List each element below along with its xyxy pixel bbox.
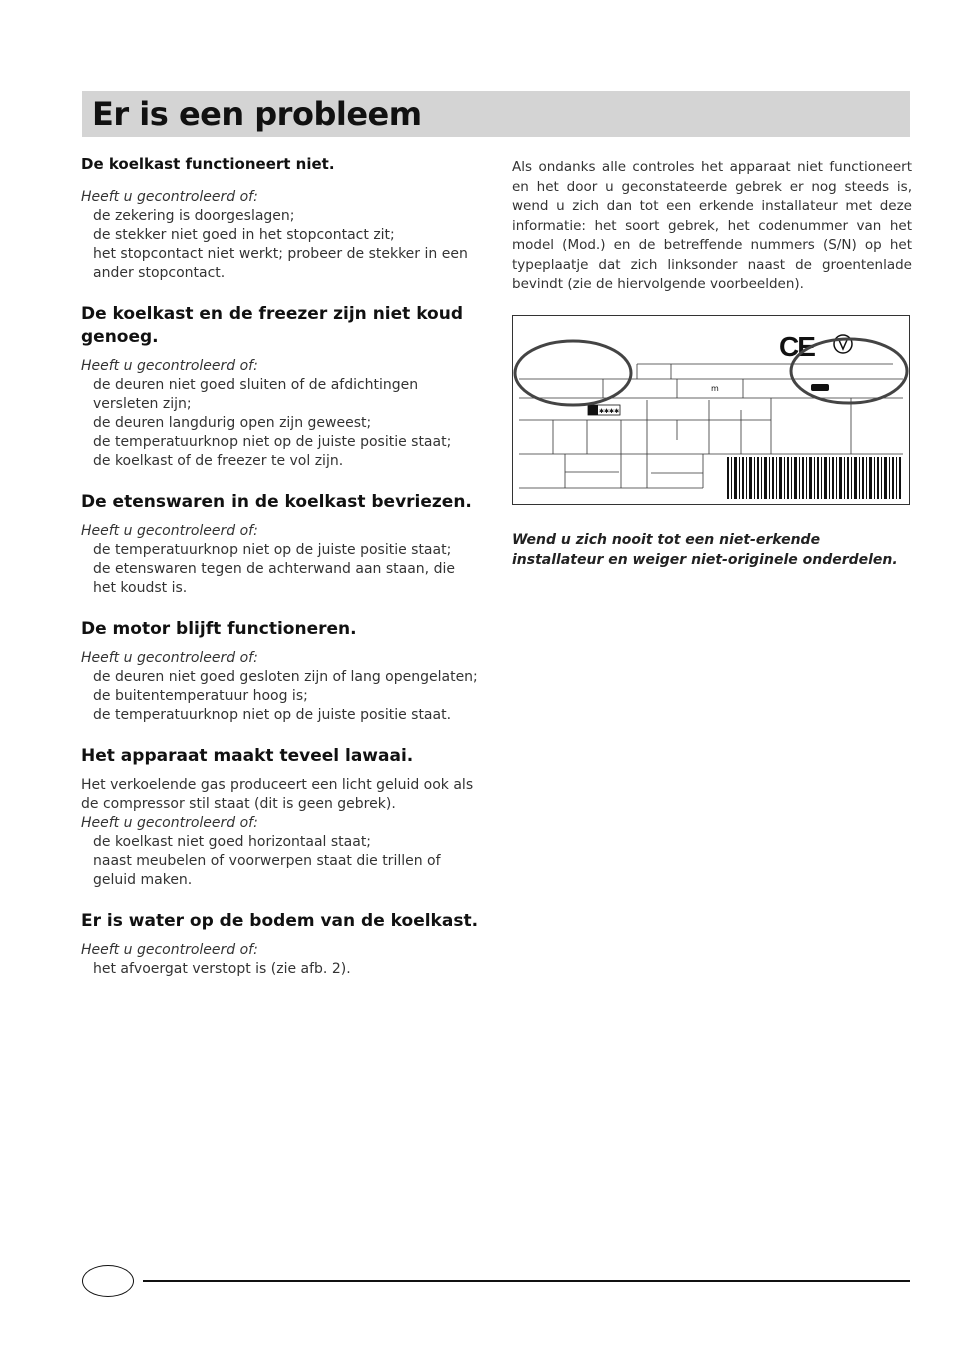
section-not-cold [81,303,481,471]
check-item: het afvoergat verstopt is (zie afb. 2). [93,961,351,977]
check-label: Heeft u gecontroleerd of: [81,523,258,539]
check-item: de koelkast niet goed horizontaal staat; [93,834,372,850]
check-item: de deuren langdurig open zijn geweest; [93,415,372,431]
section-noise [81,745,481,890]
check-label: Heeft u gecontroleerd of: [81,358,258,374]
check-item: de stekker niet goed in het stopcontact zit; [93,227,395,243]
check-list [81,541,481,598]
check-item: de temperatuurknop niet op de juiste positie staat; [93,434,452,450]
check-item: de koelkast of de freezer te vol zijn. [93,453,344,469]
serial-number-highlight [791,339,907,403]
section-heading: De koelkast functioneert niet. [81,155,335,173]
section-heading: Er is water op de bodem van de koelkast. [81,911,479,931]
section-motor-running [81,618,481,725]
check-label: Heeft u gecontroleerd of: [81,815,258,831]
rating-plate-drawing [513,316,911,506]
warning-note: Wend u zich nooit tot een niet-erkende installateur en weiger niet-originele onderdelen. [512,532,898,568]
check-item: het stopcontact niet werkt; probeer de stekker in een ander stopcontact. [93,246,468,281]
freezer-rating-icon [588,405,620,415]
title-bar [82,91,910,137]
section-heading: De koelkast en de freezer zijn niet koud genoeg. [81,304,463,347]
check-item: de buitentemperatuur hoog is; [93,688,308,704]
check-item: de temperatuurknop niet op de juiste positie staat; [93,542,452,558]
section-heading: De motor blijft functioneren. [81,619,357,639]
check-list [81,833,481,890]
section-water [81,910,481,979]
section-not-working [81,153,481,283]
check-list [81,960,481,979]
check-item: de temperatuurknop niet op de juiste positie staat. [93,707,452,723]
troubleshooting-column [81,153,481,999]
page-number-oval [82,1265,134,1297]
svg-text:✱✱✱✱: ✱✱✱✱ [599,408,620,415]
check-item: de deuren niet goed sluiten of de afdichtingen versleten zijn; [93,377,419,412]
barcode [727,457,901,499]
check-item: de zekering is doorgeslagen; [93,208,295,224]
svg-text:m: m [711,384,719,393]
rating-plate-illustration [512,315,910,505]
svg-text:CE: CE [779,331,814,362]
check-list [81,376,481,471]
section-intro: Het verkoelende gas produceert een licht geluid ook als de compressor stil staat (dit is geen gebrek). [81,777,474,812]
section-food-freezing [81,491,481,598]
section-heading: De etenswaren in de koelkast bevriezen. [81,492,472,512]
check-label: Heeft u gecontroleerd of: [81,650,258,666]
check-label: Heeft u gecontroleerd of: [81,189,258,205]
check-item: naast meubelen of voorwerpen staat die trillen of geluid maken. [93,853,441,888]
check-item: de etenswaren tegen de achterwand aan staan, die het koudst is. [93,561,455,596]
service-intro: Als ondanks alle controles het apparaat niet functioneert en het door u geconstateerde gebrek er nog steeds is, wend u zich dan tot een erkende installateur met deze informatie: het soort gebrek, het codenummer van het model (Mod.) en de betreffende nummers (S/N) op het typeplaatje dat zich linksonder naast de groentenlade bevindt (zie de hiervolgende voorbeelden). [512,159,912,292]
check-list [81,207,481,283]
page-title: Er is een probleem [92,95,422,133]
check-list [81,668,481,725]
section-heading: Het apparaat maakt teveel lawaai. [81,746,414,766]
check-label: Heeft u gecontroleerd of: [81,942,258,958]
model-number-highlight [515,341,631,405]
check-item: de deuren niet goed gesloten zijn of lang opengelaten; [93,669,478,685]
service-column [512,158,912,295]
footer-rule [143,1280,910,1282]
